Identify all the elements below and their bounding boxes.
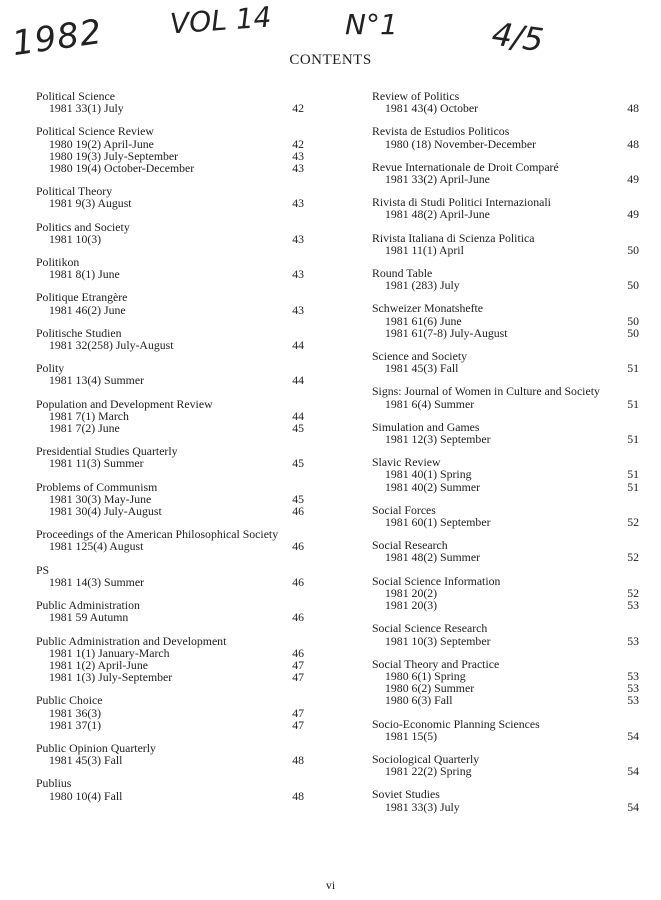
journal-entry (372, 788, 639, 812)
journal-entry (36, 256, 304, 280)
journal-entry (372, 125, 639, 149)
issue-text: 1981 48(2) April-June (385, 207, 490, 222)
journal-name: Presidential Studies Quarterly (36, 444, 178, 459)
issue-text: 1981 9(3) August (49, 196, 132, 211)
issue-row (372, 244, 639, 256)
issue-text: 1981 22(2) Spring (385, 764, 472, 779)
journal-name: Science and Society (372, 349, 467, 364)
left-column (36, 90, 304, 813)
issue-page-number: 42 (292, 101, 304, 116)
issue-text: 1981 40(2) Summer (385, 479, 481, 494)
journal-entry (372, 232, 639, 256)
issue-page-number: 50 (627, 242, 639, 257)
issue-text: 1981 12(3) September (385, 432, 491, 447)
issue-text: 1981 10(3) September (385, 633, 491, 648)
issue-page-number: 51 (627, 432, 639, 447)
issue-text: 1981 46(2) June (49, 302, 126, 317)
issue-page-number: 54 (627, 799, 639, 814)
issue-text: 1981 10(3) (49, 231, 102, 246)
journal-entry (36, 635, 304, 684)
issue-row (372, 730, 639, 742)
issue-text: 1981 59 Autumn (49, 610, 129, 625)
issue-page-number: 44 (292, 408, 304, 423)
journal-name: Signs: Journal of Women in Culture and Society (372, 384, 600, 399)
issue-row (372, 801, 639, 813)
issue-text: 1981 (283) July (385, 278, 460, 293)
issue-page-number: 46 (292, 645, 304, 660)
journal-name: Social Science Information (372, 573, 501, 588)
issue-text: 1981 32(258) July-August (49, 338, 174, 353)
journal-name: Simulation and Games (372, 419, 480, 434)
journal-entry (372, 161, 639, 185)
journal-entry (372, 575, 639, 612)
issue-page-number: 49 (627, 207, 639, 222)
issue-page-number: 45 (292, 491, 304, 506)
journal-name: Public Administration and Development (36, 633, 227, 648)
journal-name: Political Science (36, 89, 115, 103)
page-number: vi (325, 878, 336, 892)
issue-page-number: 53 (627, 681, 639, 696)
page-title: CONTENTS (289, 52, 372, 68)
issue-row (36, 422, 304, 434)
issue-text: 1981 11(3) Summer (49, 456, 144, 471)
issue-page-number: 45 (292, 421, 304, 436)
journal-entry (36, 564, 304, 588)
journal-entry (36, 398, 304, 435)
journal-name: Social Science Research (372, 621, 488, 636)
journal-name: Political Theory (36, 184, 113, 199)
journal-entry (36, 742, 304, 766)
issue-page-number: 53 (627, 693, 639, 708)
issue-text: 1981 61(7-8) July-August (385, 325, 508, 340)
issue-row (36, 707, 304, 719)
journal-entry (36, 445, 304, 469)
issue-row (36, 719, 304, 731)
issue-row (372, 327, 639, 339)
issue-page-number: 43 (292, 196, 304, 211)
journal-name: Revista de Estudios Politicos (372, 124, 510, 139)
issue-row (372, 433, 639, 445)
issue-row (372, 765, 639, 777)
journal-name: Social Forces (372, 502, 436, 517)
issue-text: 1980 6(1) Spring (385, 668, 466, 683)
issue-page-number: 48 (627, 101, 639, 116)
issue-page-number: 50 (627, 278, 639, 293)
journal-name: Politique Etrangère (36, 290, 128, 305)
journal-name: Proceedings of the American Philosophical Society (36, 527, 279, 542)
issue-page-number: 48 (292, 788, 304, 803)
issue-text: 1981 30(3) May-June (49, 491, 152, 506)
issue-row (36, 457, 304, 469)
issue-page-number: 53 (627, 668, 639, 683)
journal-name: Public Opinion Quarterly (36, 740, 156, 755)
issue-page-number: 43 (292, 161, 304, 176)
issue-page-number: 45 (292, 456, 304, 471)
issue-row (372, 398, 639, 410)
journal-name: Slavic Review (372, 455, 441, 470)
issue-text: 1981 6(4) Summer (385, 396, 475, 411)
journal-name: Sociological Quarterly (372, 751, 480, 766)
journal-name: Rivista di Studi Politici Internazionali (372, 195, 551, 210)
journal-entry (36, 185, 304, 209)
issue-row (36, 197, 304, 209)
issue-row (36, 611, 304, 623)
journal-entry (372, 622, 639, 646)
issue-page-number: 43 (292, 267, 304, 282)
issue-row (372, 279, 639, 291)
issue-row (372, 138, 639, 150)
journal-name: Social Theory and Practice (372, 656, 500, 671)
issue-page-number: 48 (292, 753, 304, 768)
issue-text: 1981 13(4) Summer (49, 373, 145, 388)
issue-text: 1981 33(3) July (385, 799, 460, 814)
journal-entry (372, 196, 639, 220)
journal-entry (36, 125, 304, 174)
journal-name: Population and Development Review (36, 396, 213, 411)
issue-page-number: 42 (292, 136, 304, 151)
issue-text: 1981 125(4) August (49, 539, 144, 554)
issue-text: 1981 33(2) April-June (385, 172, 490, 187)
journal-name: Politikon (36, 255, 80, 270)
issue-page-number: 46 (292, 574, 304, 589)
journal-entry (36, 221, 304, 245)
issue-text: 1981 45(3) Fall (49, 753, 123, 768)
issue-page-number: 52 (627, 515, 639, 530)
journal-entry (372, 90, 639, 114)
right-column (372, 90, 639, 824)
issue-text: 1980 6(3) Fall (385, 693, 453, 708)
issue-text: 1980 6(2) Summer (385, 681, 475, 696)
issue-row (36, 304, 304, 316)
journal-name: Socio-Economic Planning Sciences (372, 716, 540, 731)
issue-text: 1981 1(2) April-June (49, 657, 148, 672)
issue-page-number: 46 (292, 539, 304, 554)
issue-row (36, 374, 304, 386)
issue-page-number: 44 (292, 338, 304, 353)
handwritten-year: 1982 (9, 11, 105, 65)
issue-text: 1981 7(2) June (49, 421, 120, 436)
issue-row (372, 516, 639, 528)
issue-page-number: 52 (627, 585, 639, 600)
issue-row (36, 540, 304, 552)
issue-text: 1981 61(6) June (385, 313, 462, 328)
issue-text: 1981 14(3) Summer (49, 574, 145, 589)
issue-text: 1981 11(1) April (385, 242, 464, 257)
issue-text: 1981 20(3) (385, 598, 438, 613)
issue-text: 1981 48(2) Summer (385, 550, 481, 565)
issue-row (36, 339, 304, 351)
journal-name: Soviet Studies (372, 787, 440, 802)
issue-page-number: 44 (292, 373, 304, 388)
issue-page-number: 47 (292, 705, 304, 720)
journal-entry (36, 327, 304, 351)
journal-name: Social Research (372, 538, 448, 553)
issue-page-number: 50 (627, 325, 639, 340)
issue-text: 1980 19(4) October-December (49, 161, 195, 176)
issue-page-number: 46 (292, 610, 304, 625)
journal-entry (372, 350, 639, 374)
issue-row (36, 268, 304, 280)
journal-name: Revue Internationale de Droit Comparé (372, 159, 559, 174)
handwritten-number: N°1 (345, 8, 398, 41)
issue-row (372, 208, 639, 220)
issue-text: 1981 36(3) (49, 705, 102, 720)
issue-text: 1981 30(4) July-August (49, 504, 162, 519)
journal-name: Political Science Review (36, 124, 154, 139)
journal-name: PS (36, 562, 50, 577)
issue-row (372, 173, 639, 185)
issue-page-number: 53 (627, 633, 639, 648)
journal-entry (372, 504, 639, 528)
journal-entry (372, 267, 639, 291)
issue-page-number: 53 (627, 598, 639, 613)
issue-row (36, 505, 304, 517)
journal-entry (372, 718, 639, 742)
issue-text: 1981 15(5) (385, 728, 438, 743)
issue-row (36, 671, 304, 683)
issue-text: 1981 8(1) June (49, 267, 120, 282)
journal-entry (372, 385, 639, 409)
issue-text: 1981 1(1) January-March (49, 645, 170, 660)
issue-page-number: 51 (627, 361, 639, 376)
issue-text: 1981 37(1) (49, 717, 102, 732)
journal-name: Review of Politics (372, 89, 460, 103)
issue-text: 1981 60(1) September (385, 515, 491, 530)
issue-page-number: 51 (627, 467, 639, 482)
issue-page-number: 52 (627, 550, 639, 565)
issue-row (372, 694, 639, 706)
issue-page-number: 47 (292, 717, 304, 732)
issue-row (36, 102, 304, 114)
journal-entry (372, 539, 639, 563)
journal-name: Rivista Italiana di Scienza Politica (372, 230, 535, 245)
journal-entry (372, 753, 639, 777)
issue-page-number: 54 (627, 764, 639, 779)
issue-row (372, 315, 639, 327)
issue-row (372, 635, 639, 647)
issue-text: 1981 43(4) October (385, 101, 479, 116)
issue-text: 1981 20(2) (385, 585, 438, 600)
journal-name: Publius (36, 776, 72, 791)
issue-row (36, 576, 304, 588)
journal-name: Problems of Communism (36, 479, 158, 494)
journal-entry (372, 421, 639, 445)
issue-row (372, 362, 639, 374)
journal-entry (36, 90, 304, 114)
journal-entry (372, 658, 639, 707)
journal-entry (36, 291, 304, 315)
journal-name: Public Administration (36, 598, 140, 613)
journal-entry (36, 528, 304, 552)
issue-page-number: 51 (627, 479, 639, 494)
issue-page-number: 43 (292, 231, 304, 246)
issue-row (36, 754, 304, 766)
journal-entry (36, 362, 304, 386)
journal-entry (372, 456, 639, 493)
issue-page-number: 51 (627, 396, 639, 411)
handwritten-volume: VOL 14 (168, 0, 273, 41)
issue-page-number: 49 (627, 172, 639, 187)
issue-text: 1981 7(1) March (49, 408, 129, 423)
issue-text: 1981 1(3) July-September (49, 670, 173, 685)
issue-row (372, 481, 639, 493)
journal-name: Politische Studien (36, 325, 122, 340)
journal-name: Polity (36, 361, 65, 376)
issue-row (36, 138, 304, 150)
issue-page-number: 54 (627, 728, 639, 743)
issue-row (36, 233, 304, 245)
journal-entry (36, 481, 304, 518)
issue-row (372, 102, 639, 114)
issue-page-number: 48 (627, 136, 639, 151)
issue-text: 1980 (18) November-December (385, 136, 537, 151)
issue-row (372, 468, 639, 480)
journal-entry (372, 302, 639, 339)
issue-text: 1981 40(1) Spring (385, 467, 472, 482)
journal-entry (36, 694, 304, 731)
issue-page-number: 47 (292, 657, 304, 672)
journal-name: Public Choice (36, 693, 103, 708)
issue-row (36, 790, 304, 802)
journal-name: Round Table (372, 266, 433, 281)
issue-page-number: 47 (292, 670, 304, 685)
issue-row (36, 162, 304, 174)
journal-name: Schweizer Monatshefte (372, 301, 484, 316)
issue-text: 1980 19(3) July-September (49, 148, 179, 163)
issue-page-number: 43 (292, 148, 304, 163)
issue-row (372, 599, 639, 611)
issue-text: 1980 10(4) Fall (49, 788, 123, 803)
journal-name: Politics and Society (36, 219, 130, 234)
handwritten-issue-range: 4/5 (489, 14, 546, 60)
issue-text: 1980 19(2) April-June (49, 136, 154, 151)
issue-page-number: 46 (292, 504, 304, 519)
issue-page-number: 50 (627, 313, 639, 328)
issue-page-number: 43 (292, 302, 304, 317)
issue-row (372, 551, 639, 563)
issue-text: 1981 33(1) July (49, 101, 124, 116)
journal-entry (36, 599, 304, 623)
issue-text: 1981 45(3) Fall (385, 361, 459, 376)
journal-entry (36, 777, 304, 801)
